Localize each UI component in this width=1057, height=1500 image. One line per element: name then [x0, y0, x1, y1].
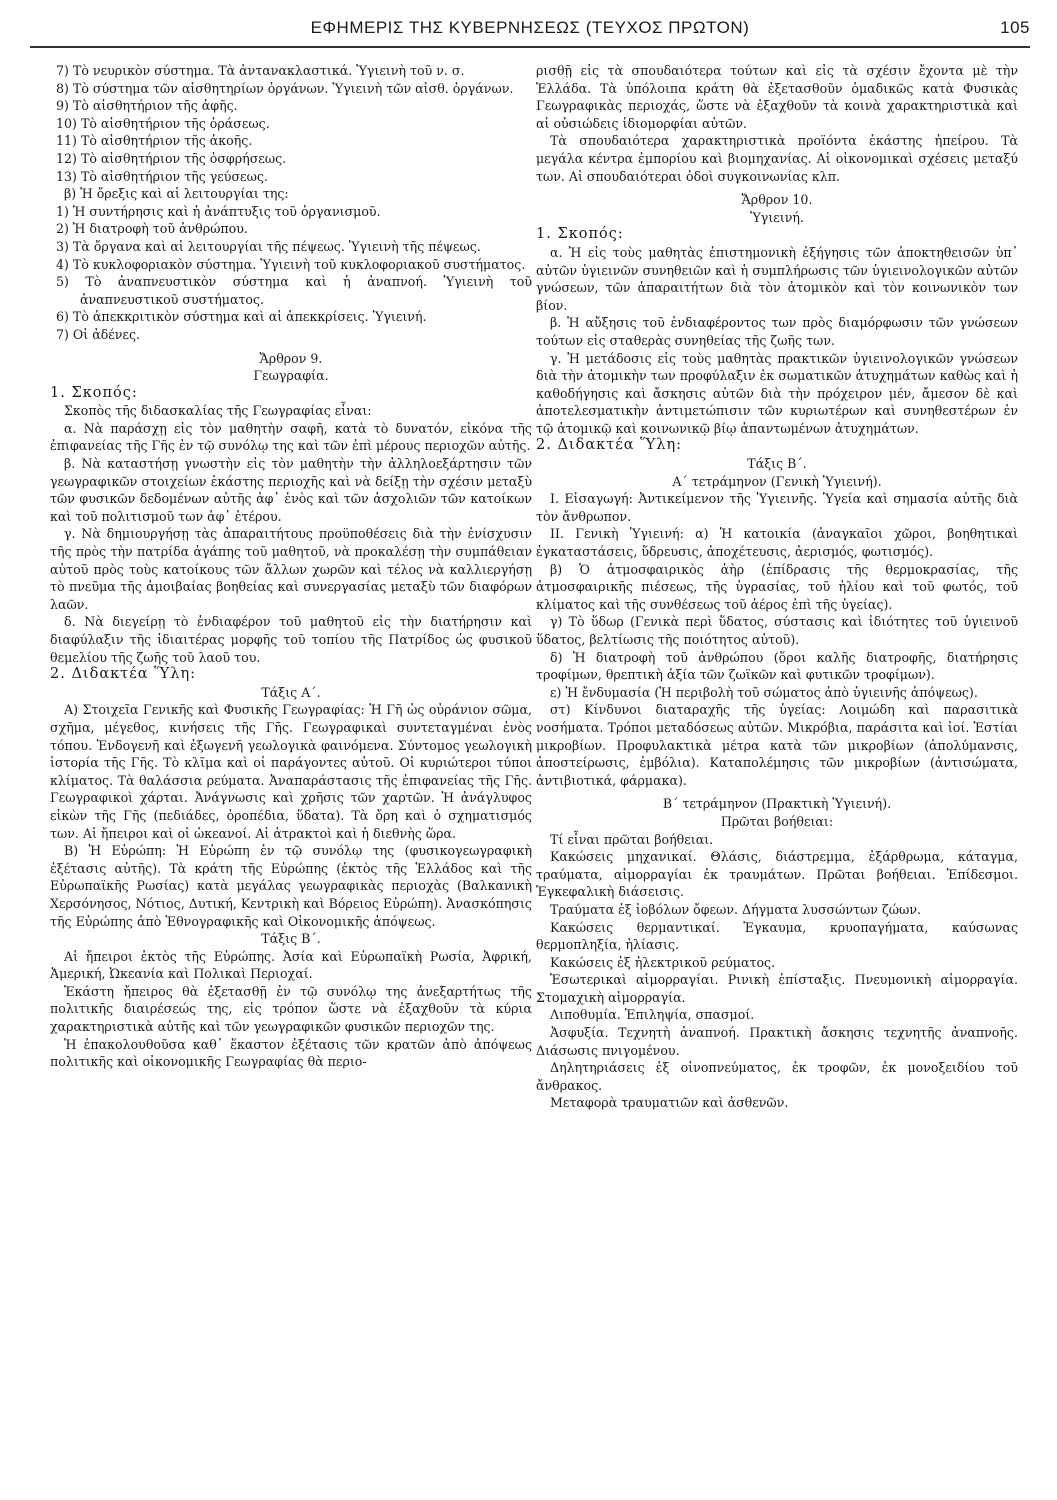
paragraph: Τὰ σπουδαιότερα χαρακτηριστικὰ προϊόντα ἑκάστης ἠπείρου. Τὰ μεγάλα κέντρα ἐμπορίου καὶ βιομηχανίας. Αἱ οἰκονομικαὶ σχέσεις μεταξύ των. Αἱ σπουδαιότεραι ὁδοὶ συγκοινωνίας κλπ. [536, 133, 1018, 184]
right-column [536, 62, 1018, 1112]
list-item: 6) Τὸ ἀπεκκριτικὸν σύστημα καὶ αἱ ἀπεκκρίσεις. Ὑγιεινή. [56, 309, 427, 325]
paragraph: Ἐσωτερικαὶ αἱμορραγίαι. Ρινικὴ ἐπίσταξις. Πνευμονικὴ αἱμορραγία. Στομαχικὴ αἱμορραγία. [536, 972, 1018, 1005]
list-item: 7) Οἱ ἀδένες. [56, 326, 141, 342]
paragraph: Α) Στοιχεῖα Γενικῆς καὶ Φυσικῆς Γεωγραφίας: Ἡ Γῆ ὡς οὐράνιον σῶμα, σχῆμα, μέγεθος, κινήσεις τῆς Γῆς. Γεωγραφικαὶ συντεταγμέναι ἑνὸς τόπου. Ἐνδογενῆ καὶ ἐξωγενῆ γεωλογικὰ φαινόμενα. Σύντομος γεωλογικὴ ἱστορία τῆς Γῆς. Τὸ κλῖμα καὶ οἱ παράγοντες αὐτοῦ. Οἱ κυριώτεροι τύποι κλίματος. Τὰ θαλάσσια ρεύματα. Ἀναπαράστασις τῆς ἐπιφανείας τῆς Γῆς. Γεωγραφικοὶ χάρται. Ἀνάγνωσις καὶ χρῆσις τῶν χαρτῶν. Ἡ ἀνάγλυφος εἰκὼν τῆς Γῆς (πεδιάδες, ὀροπέδια, ὕδατα). Τὰ ὄρη καὶ ὁ σχηματισμός των. Αἱ ἤπειροι καὶ οἱ ὠκεανοί. Αἱ ἀτρακτοὶ καὶ ἡ διεθνὴς ὥρα. [50, 702, 532, 841]
subject-title: Γεωγραφία. [253, 368, 329, 384]
list-item: 13) Τὸ αἰσθητήριον τῆς γεύσεως. [56, 168, 268, 184]
paragraph: Κακώσεις ἐξ ἠλεκτρικοῦ ρεύματος. [550, 954, 776, 970]
journal-title: ΕΦΗΜΕΡΙΣ ΤΗΣ ΚΥΒΕΡΝΗΣΕΩΣ (ΤΕΥΧΟΣ ΠΡΩΤΟΝ) [310, 18, 750, 37]
paragraph: α. Ἡ εἰς τοὺς μαθητὰς ἐπιστημονικὴ ἐξήγησις τῶν ἀποκτηθεισῶν ὑπ᾽ αὐτῶν ὑγιεινῶν συνηθειῶν καὶ ἡ συμπλήρωσις τῶν ὑγιεινολογικῶν αὐτῶν γνώσεων, τῶν ἀπαραιτήτων διὰ τὸν ἀτομικὸν καὶ τὸν κοινωνικὸν των βίον. [536, 244, 1018, 313]
paragraph: ε) Ἡ ἔνδυμασία (Ἡ περιβολὴ τοῦ σώματος ἀπὸ ὑγιεινῆς ἀπόψεως). [550, 684, 978, 700]
list-item: 2) Ἡ διατροφὴ τοῦ ἀνθρώπου. [56, 221, 248, 237]
class-heading: Τάξις Β΄. [261, 931, 321, 947]
list-item: 11) Τὸ αἰσθητήριον τῆς ἀκοῆς. [56, 133, 253, 149]
quarter-heading: Β΄ τετράμηνον (Πρακτικὴ Ὑγιεινή). [662, 796, 892, 812]
paragraph: β. Ἡ αὔξησις τοῦ ἐνδιαφέροντος των πρὸς διαμόρφωσιν τῶν γνώσεων τούτων εἰς σταθερὰς συνηθείας τῆς ζωῆς των. [536, 315, 1018, 348]
paragraph: Β) Ἡ Εὐρώπη: Ἡ Εὐρώπη ἐν τῷ συνόλῳ της (φυσικογεωγραφικὴ ἐξέτασις αὐτῆς). Τὰ κράτη τῆς Εὐρώπης (ἐκτὸς τῆς Ἑλλάδος καὶ τῆς Εὐρωπαϊκῆς Ρωσίας) κατὰ μεγάλας γεωγραφικὰς περιοχὰς (Βαλκανικὴ Χερσόνησος, Νότιος, Δυτική, Κεντρικὴ καὶ Βόρειος Εὐρώπη). Ἀνασκόπησις τῆς Εὐρώπης ἀπὸ Ἐθνογραφικῆς καὶ Οἰκονομικῆς ἀπόψεως. [50, 843, 532, 929]
paragraph: Ἡ ἐπακολουθοῦσα καθ᾽ ἕκαστον ἐξέτασις τῶν κρατῶν ἀπὸ ἀπόψεως πολιτικῆς καὶ οἰκονομικῆς Γεωγραφίας θὰ περιο- [50, 1036, 532, 1070]
list-item: 5) Τὸ ἀναπνευστικὸν σύστημα καὶ ἡ ἀναπνοή. Ὑγιεινὴ τοῦ ἀναπνευστικοῦ συστήματος. [56, 274, 532, 307]
paragraph: Δηλητηριάσεις ἐξ οἰνοπνεύματος, ἐκ τροφῶν, ἐκ μονοξειδίου τοῦ ἄνθρακος. [536, 1060, 1018, 1093]
list-item: 4) Τὸ κυκλοφοριακὸν σύστημα. Ὑγιεινὴ τοῦ κυκλοφοριακοῦ συστήματος. [56, 256, 526, 272]
subheading: Πρῶται βοήθειαι: [720, 813, 834, 829]
section-heading: 1. Σκοπός: [50, 384, 138, 401]
paragraph: δ) Ἡ διατροφὴ τοῦ ἀνθρώπου (ὅροι καλῆς διατροφῆς, διατήρησις τροφίμων, θρεπτικὴ ἀξία τῶν ζωϊκῶν καὶ φυτικῶν τροφίμων). [536, 649, 1018, 683]
paragraph: δ. Νὰ διεγείρῃ τὸ ἐνδιαφέρον τοῦ μαθητοῦ εἰς τὴν διατήρησιν καὶ διαφύλαξιν τῆς ἰδιαιτέρας μορφῆς τοῦ τοπίου τῆς Πατρίδος ὡς φυσικοῦ θεμελίου τῆς ζωῆς τοῦ λαοῦ του. [50, 614, 532, 665]
paragraph: Κακώσεις μηχανικαί. Θλάσις, διάστρεμμα, ἐξάρθρωμα, κάταγμα, τραύματα, αἱμορραγίαι ἐκ τραυμάτων. Πρῶται βοήθειαι. Ἐπίδεσμοι. Ἐγκεφαλικὴ διάσεισις. [536, 849, 1018, 900]
list-item: 12) Τὸ αἰσθητήριον τῆς ὀσφρήσεως. [56, 150, 287, 166]
paragraph: I. Εἰσαγωγή: Ἀντικείμενον τῆς Ὑγιεινῆς. Ὑγεία καὶ σημασία αὐτῆς διὰ τὸν ἄνθρωπον. [536, 491, 1018, 524]
paragraph: γ. Ἡ μετάδοσις εἰς τοὺς μαθητὰς πρακτικῶν ὑγιεινολογικῶν γνώσεων διὰ τὴν ἀτομικὴν των προφύλαξιν ἐκ σωματικῶν ἀτυχημάτων καθὼς καὶ ἡ καθοδήγησις καὶ ἄσκησις αὐτῶν διὰ τὴν πρόχειρον μέν, ἄμεσον δὲ καὶ ἀποτελεσματικὴν ἀντιμετώπισιν τῶν κυριωτέρων καὶ συνηθεστέρων ἐν τῷ ἀτομικῷ καὶ κοινωνικῷ βίῳ ἀπαντωμένων ἀτυχημάτων. [536, 350, 1018, 436]
paragraph: Ἀσφυξία. Τεχνητὴ ἀναπνοή. Πρακτικὴ ἄσκησις τεχνητῆς ἀναπνοῆς. Διάσωσις πνιγομένου. [536, 1025, 1018, 1058]
class-heading: Τάξις Β΄. [747, 456, 807, 472]
section-heading: 2. Διδακτέα Ὕλη: [536, 437, 683, 454]
list-item: 8) Τὸ σύστημα τῶν αἰσθητηρίων ὀργάνων. Ὑγιεινὴ τῶν αἰσθ. ὀργάνων. [56, 80, 514, 96]
list-item: 10) Τὸ αἰσθητήριον τῆς ὁράσεως. [56, 115, 270, 131]
section-heading: 2. Διδακτέα Ὕλη: [50, 666, 197, 683]
paragraph: ρισθῇ εἰς τὰ σπουδαιότερα τούτων καὶ εἰς τὰ σχέσιν ἔχοντα μὲ τὴν Ἑλλάδα. Τὰ ὑπόλοιπα κράτη θὰ ἐξετασθοῦν ὁμαδικῶς κατὰ Φυσικὰς Γεωγραφικὰς περιοχάς, ὥστε νὰ ἐξαχθοῦν τὰ κοινὰ χαρακτηριστικὰ καὶ αἱ οὐσιώδεις ἰδιομορφίαι αὐτῶν. [536, 63, 1018, 131]
article-heading: Ἄρθρον 10. [741, 192, 813, 208]
list-item: 7) Τὸ νευρικὸν σύστημα. Τὰ ἀντανακλαστικά. Ὑγιεινὴ τοῦ ν. σ. [56, 63, 465, 78]
paragraph: γ. Νὰ δημιουργήσῃ τὰς ἀπαραιτήτους προϋποθέσεις διὰ τὴν ἐνίσχυσιν τῆς πρὸς τὴν πατρίδα ἀγάπης τοῦ μαθητοῦ, νὰ προκαλέσῃ τὴν συμπάθειαν αὐτοῦ πρὸς τοὺς κατοίκους τῶν ἄλλων χωρῶν καὶ τέλος νὰ καλλιεργήσῃ τὸ πνεῦμα τῆς ἀμοιβαίας βοηθείας καὶ συνεργασίας μεταξὺ τῶν διαφόρων λαῶν. [50, 526, 532, 612]
list-item: 9) Τὸ αἰσθητήριον τῆς ἀφῆς. [56, 98, 238, 114]
subject-title: Ὑγιεινή. [750, 209, 804, 225]
paragraph: Λιποθυμία. Ἐπιληψία, σπασμοί. [550, 1007, 755, 1023]
paragraph: α. Νὰ παράσχῃ εἰς τὸν μαθητὴν σαφῆ, κατὰ τὸ δυνατόν, εἰκόνα τῆς ἐπιφανείας τῆς Γῆς ἐν τῷ συνόλῳ της καὶ τῶν ἐπὶ μέρους περιοχῶν αὐτῆς. [50, 420, 532, 454]
list-item: 1) Ἡ συντήρησις καὶ ἡ ἀνάπτυξις τοῦ ὀργανισμοῦ. [56, 203, 381, 219]
paragraph: II. Γενικὴ Ὑγιεινή: α) Ἡ κατοικία (ἀναγκαῖοι χῶροι, βοηθητικαὶ ἐγκαταστάσεις, ὕδρευσις, ἀποχέτευσις, ἀερισμός, φωτισμός). [536, 526, 1018, 560]
section-heading: 1. Σκοπός: [536, 226, 624, 243]
class-heading: Τάξις Α΄. [261, 684, 321, 700]
paragraph: Ἑκάστη ἤπειρος θὰ ἐξετασθῇ ἐν τῷ συνόλῳ της ἀνεξαρτήτως τῆς πολιτικῆς διαιρέσεώς της, εἰς τρόπον ὥστε νὰ ἐξαχθοῦν τὰ κύρια χαρακτηριστικὰ αὐτῆς καὶ τῶν γεωγραφικῶν φυσικῶν περιοχῶν της. [50, 983, 532, 1035]
paragraph: στ) Κίνδυνοι διαταραχῆς τῆς ὑγείας: Λοιμώδη καὶ παρασιτικὰ νοσήματα. Τρόποι μεταδόσεως αὐτῶν. Μικρόβια, παράσιτα καὶ ἰοί. Ἑστίαι μικροβίων. Προφυλακτικὰ μέτρα κατὰ τῶν μικροβίων (ἀπολύμανσις, ἀποστείρωσις, ἐμβόλια). Καταπολέμησις τῶν μικροβίων (ἀντισώματα, ἀντιβιοτικά, φάρμακα). [536, 702, 1018, 788]
left-column [50, 62, 532, 1071]
page-number: 105 [1000, 18, 1030, 37]
list-item: 3) Τὰ ὄργανα καὶ αἱ λειτουργίαι τῆς πέψεως. Ὑγιεινὴ τῆς πέψεως. [56, 238, 481, 254]
paragraph: Τί εἶναι πρῶται βοήθειαι. [550, 831, 714, 847]
paragraph: Αἱ ἤπειροι ἐκτὸς τῆς Εὐρώπης. Ἀσία καὶ Εὐρωπαϊκὴ Ρωσία, Ἀφρική, Ἀμερική, Ὠκεανία καὶ Πολικαὶ Περιοχαί. [50, 948, 532, 982]
paragraph: Τραύματα ἐξ ἰοβόλων ὄφεων. Δήγματα λυσσώντων ζώων. [550, 901, 921, 917]
subheading: β) Ἡ ὄρεξις καὶ αἱ λειτουργίαι της: [64, 186, 289, 202]
paragraph: Σκοπὸς τῆς διδασκαλίας τῆς Γεωγραφίας εἶναι: [64, 403, 372, 419]
page-header [30, 10, 1030, 48]
paragraph: Μεταφορὰ τραυματιῶν καὶ ἀσθενῶν. [550, 1095, 789, 1111]
quarter-heading: Α΄ τετράμηνον (Γενικὴ Ὑγιεινή). [672, 473, 882, 489]
article-heading: Ἄρθρον 9. [259, 350, 323, 366]
paragraph: γ) Τὸ ὕδωρ (Γενικὰ περὶ ὕδατος, σύστασις καὶ ἰδιότητες τοῦ ὑγιεινοῦ ὕδατος, βελτίωσις τῆς ποιότητος αὐτοῦ). [536, 614, 1018, 647]
paragraph: β) Ὁ ἀτμοσφαιρικὸς ἀὴρ (ἐπίδρασις τῆς θερμοκρασίας, τῆς ἀτμοσφαιρικῆς πιέσεως, τῆς ὑγρασίας, τοῦ ἡλίου καὶ τοῦ φωτός, τοῦ κλίματος καὶ τῆς συνθέσεως τοῦ ἀέρος ἐπὶ τῆς ὑγείας). [536, 561, 1018, 612]
paragraph: β. Νὰ καταστήσῃ γνωστὴν εἰς τὸν μαθητὴν τὴν ἀλληλοεξάρτησιν τῶν γεωγραφικῶν στοιχείων ἑκάστης περιοχῆς καὶ νὰ δείξῃ τὴν σχέσιν μεταξὺ τῶν φυσικῶν δεδομένων αὐτῆς ἀφ᾽ ἑνὸς καὶ τῶν ἀσχολιῶν τῶν κατοίκων καὶ τοῦ πολιτισμοῦ των ἀφ᾽ ἑτέρου. [50, 456, 532, 524]
paragraph: Κακώσεις θερμαντικαί. Ἐγκαυμα, κρυοπαγήματα, καύσωνας θερμοπληξία, ἡλίασις. [536, 919, 1018, 953]
